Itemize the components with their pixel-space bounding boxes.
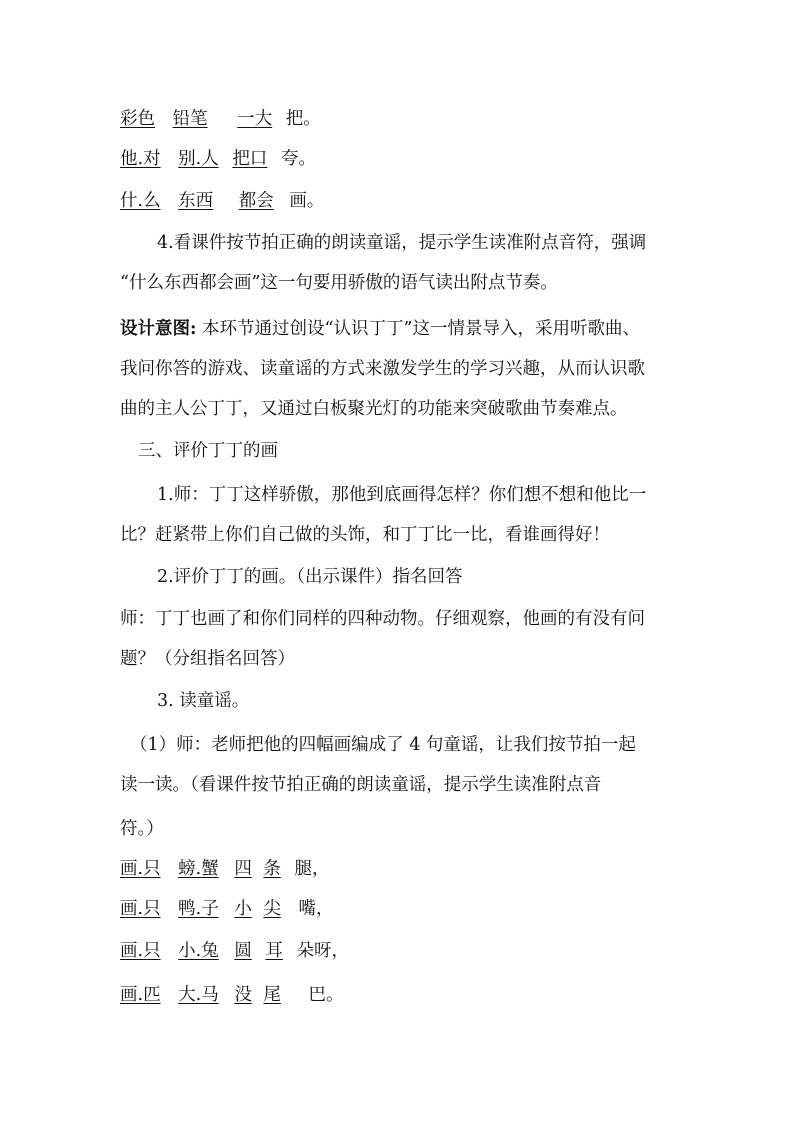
rhythm-word: 把口 [232,149,268,169]
rhyme-line-1 [120,858,680,880]
rhythm-word: 什.么 [120,191,161,211]
item-3-para-line-2: 读一读。（看课件按节拍正确的朗读童谣，提示学生读准附点音 [120,775,602,795]
rhythm-word: 铅笔 [172,109,208,129]
paragraph-4-line-1: 4.看课件按节拍正确的朗读童谣，提示学生读准附点音符，强调 [157,233,647,253]
rhythm-word: 彩色 [120,109,155,129]
design-intent-line-3: 曲的主人公丁丁，又通过白板聚光灯的功能来突破歌曲节奏难点。 [120,399,628,419]
rhyme-word: 小 [234,899,252,919]
rhyme-word: 鸭.子 [178,899,219,919]
rhythm-word: 画。 [289,191,325,211]
rhyme-word: 圆 [234,941,252,961]
rhyme-word: 腿， [294,859,330,879]
rhyme-word: 画.只 [120,899,161,919]
rhyme-word: 尖 [263,899,281,919]
rhythm-word: 把。 [285,109,321,129]
item-3-title: 3. 读童谣。 [157,691,250,711]
item-2-line-1: 2.评价丁丁的画。（出示课件）指名回答 [157,567,463,587]
rhythm-word: 一大 [237,109,273,129]
rhyme-word: 巴。 [308,985,344,1005]
rhythm-line-2 [120,148,680,170]
rhyme-line-4 [120,984,680,1006]
rhyme-word: 螃.蟹 [178,859,219,879]
rhythm-line-1 [120,108,680,130]
rhyme-line-2 [120,898,680,920]
rhythm-word: 别.人 [178,149,219,169]
rhythm-word: 夸。 [280,149,316,169]
item-3-para-line-3: 符。） [120,819,164,839]
rhyme-word: 嘴， [298,899,334,919]
rhyme-word: 画.只 [120,941,161,961]
rhyme-word: 画.只 [120,859,161,879]
item-3-para-line-1: （1）师：老师把他的四幅画编成了 4 句童谣，让我们按节拍一起 [130,735,636,755]
rhyme-word: 尾 [263,985,281,1005]
design-intent-line-1: 设计意图: 本环节通过创设“认识丁丁”这一情景导入，采用听歌曲、 [120,319,640,339]
rhyme-line-3 [120,940,680,962]
design-intent-label: 设计意图 [120,319,190,339]
rhythm-word: 都会 [238,191,274,211]
paragraph-4-line-2: “什么东西都会画”这一句要用骄傲的语气读出附点节奏。 [120,273,558,293]
rhythm-word: 他.对 [120,149,161,169]
rhyme-word: 朵呀， [296,941,349,961]
rhyme-word: 没 [234,985,252,1005]
rhyme-word: 大.马 [178,985,219,1005]
rhyme-word: 耳 [265,941,283,961]
item-2-teacher-line-1: 师：丁丁也画了和你们同样的四种动物。仔细观察，他画的有没有问 [120,609,645,629]
design-intent-line-2: 我问你答的游戏、读童谣的方式来激发学生的学习兴趣，从而认识歌 [120,359,645,379]
rhythm-line-3 [120,190,680,212]
rhyme-word: 画.匹 [120,985,161,1005]
section-heading: 三、评价丁丁的画 [138,441,278,461]
item-1-line-1: 1.师：丁丁这样骄傲，那他到底画得怎样？你们想不想和他比一 [157,485,647,505]
item-2-teacher-line-2: 题？（分组指名回答） [120,649,295,669]
rhyme-word: 小.兔 [178,941,219,961]
item-1-line-2: 比？赶紧带上你们自己做的头饰，和丁丁比一比，看谁画得好！ [120,525,610,545]
rhyme-word: 条 [263,859,281,879]
design-intent-text: 本环节通过创设“认识丁丁”这一情景导入，采用听歌曲、 [202,319,640,339]
rhythm-word: 东西 [178,191,214,211]
rhyme-word: 四 [234,859,252,879]
